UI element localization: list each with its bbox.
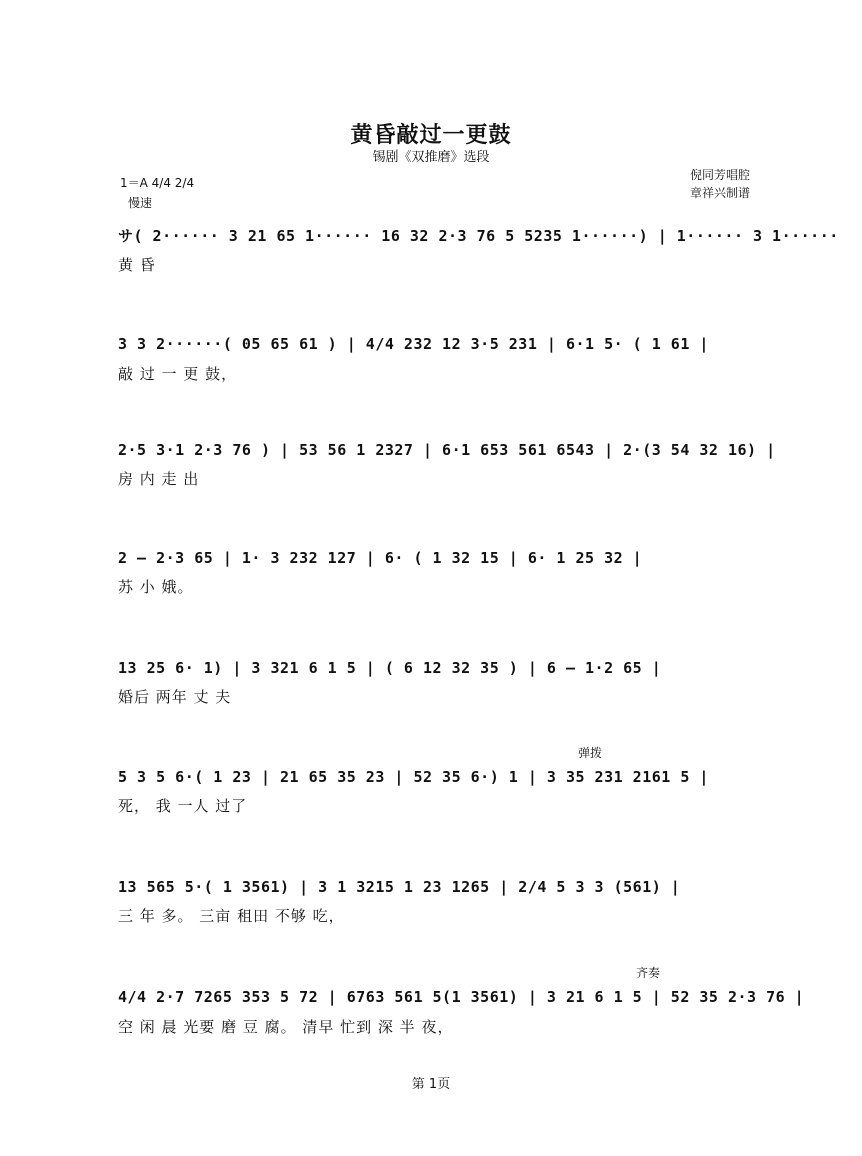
score-line-6-notes: 5 3 5 6·( 1 23 | 21 65 35 23 | 52 35 6·) 1 | 3 35 231 2161 5 | [118, 768, 709, 786]
score-line-5-lyrics: 婚后 两年 丈 夫 [118, 688, 232, 706]
score-line-1-notes: サ( 2······ 3 21 65 1······ 16 32 2·3 76 5 5235 1······) | 1······ 3 1······ [118, 227, 839, 245]
score-line-5-notes: 13 25 6· 1) | 3 321 6 1 5 | ( 6 12 32 35 ) | 6 – 1·2 65 | [118, 659, 662, 677]
transcriber-credit: 章祥兴制谱 [690, 186, 751, 200]
score-line-4-notes: 2 – 2·3 65 | 1· 3 232 127 | 6· ( 1 32 15 | 6· 1 25 32 | [118, 549, 643, 567]
qizou-mark: 齐奏 [636, 966, 661, 980]
score-line-1-lyrics: 黄 昏 [118, 256, 156, 274]
tempo-mark: 慢速 [128, 196, 153, 210]
score-line-4-lyrics: 苏 小 娥。 [118, 578, 194, 596]
score-line-2-notes: 3 3 2······( 05 65 61 ) | 4/4 232 12 3·5 231 | 6·1 5· ( 1 61 | [118, 335, 709, 353]
tanbo-mark: 弹拨 [578, 746, 603, 760]
score-line-8-lyrics: 空 闲 晨 光要 磨 豆 腐。 清早 忙到 深 半 夜， [118, 1018, 454, 1036]
score-line-3-notes: 2·5 3·1 2·3 76 ) | 53 56 1 2327 | 6·1 653 561 6543 | 2·(3 54 32 16) | [118, 441, 776, 459]
key-signature: 1＝A 4/4 2/4 [120, 176, 195, 190]
score-line-2-lyrics: 敲 过 一 更 鼓， [118, 365, 238, 383]
singer-credit: 倪同芳唱腔 [690, 168, 751, 182]
song-subtitle: 锡剧《双推磨》选段 [372, 150, 490, 165]
song-title: 黄昏敲过一更鼓 [350, 123, 512, 148]
score-line-6-lyrics: 死， 我 一人 过了 [118, 797, 248, 815]
score-line-7-notes: 13 565 5·( 1 3561) | 3 1 3215 1 23 1265 | 2/4 5 3 3 (561) | [118, 878, 681, 896]
page-number: 第 1页 [411, 1077, 451, 1092]
score-line-8-notes: 4/4 2·7 7265 353 5 72 | 6763 561 5(1 3561) | 3 21 6 1 5 | 52 35 2·3 76 | [118, 988, 805, 1006]
score-line-7-lyrics: 三 年 多。 三亩 租田 不够 吃， [118, 907, 345, 925]
score-line-3-lyrics: 房 内 走 出 [118, 470, 200, 488]
